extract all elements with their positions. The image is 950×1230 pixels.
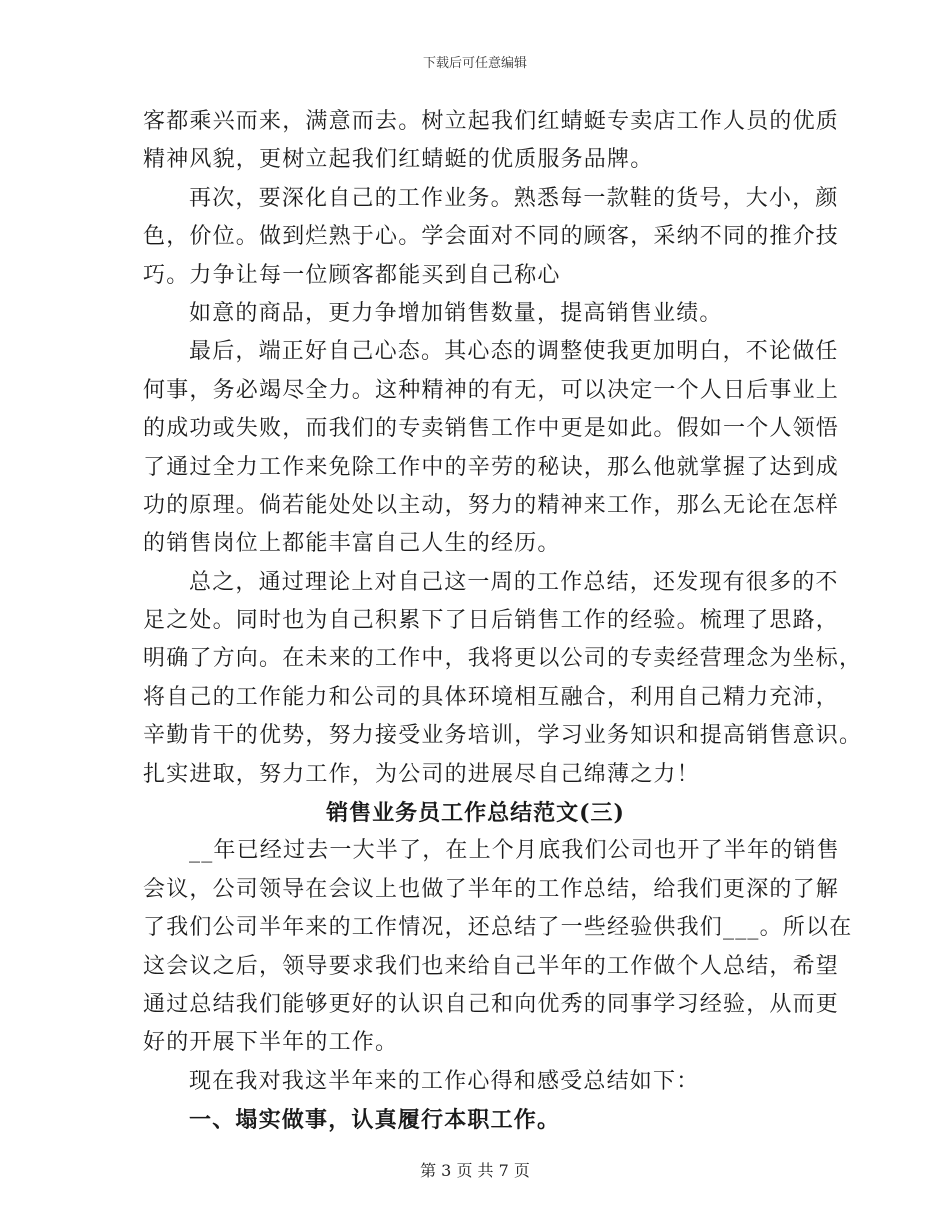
text-line: 最后，端正好自己心态。其心态的调整使我更加明白，不论做任 [189,339,839,365]
text-line: 现在我对我这半年来的工作心得和感受总结如下： [189,1068,700,1094]
document-body [143,103,863,1140]
text-line: 这会议之后，领导要求我们也来给自己半年的工作做个人总结，希望 [143,953,840,979]
text-line: 好的开展下半年的工作。 [143,1030,399,1056]
subheading-line: 一、塌实做事，认真履行本职工作。 [189,1107,561,1134]
text-line: 如意的商品，更力争增加销售数量，提高销售业绩。 [189,300,723,326]
text-line: 精神风貌，更树立起我们红蜻蜓的优质服务品牌。 [143,147,654,173]
text-line: 了我们公司半年来的工作情况，还总结了一些经验供我们___。所以在 [143,915,853,941]
text-line: 再次，要深化自己的工作业务。熟悉每一款鞋的货号，大小，颜 [189,185,839,211]
text-line: 扎实进取，努力工作，为公司的进展尽自己绵薄之力！ [143,761,700,787]
text-line: 的销售岗位上都能丰富自己人生的经历。 [143,531,561,557]
text-line: 会议，公司领导在会议上也做了半年的工作总结，给我们更深的了解 [143,876,840,902]
text-line: 巧。力争让每一位顾客都能买到自己称心 [143,262,561,288]
text-line: 总之，通过理论上对自己这一周的工作总结，还发现有很多的不 [189,569,839,595]
page-header: 下载后可任意编辑 [422,56,527,71]
text-line: 的成功或失败，而我们的专卖销售工作中更是如此。假如一个人领悟 [143,416,840,442]
text-line: 何事，务必竭尽全力。这种精神的有无，可以决定一个人日后事业上 [143,377,840,403]
text-line: __年已经过去一大半了，在上个月底我们公司也开了半年的销售 [189,838,840,864]
text-line: 明确了方向。在未来的工作中，我将更以公司的专卖经营理念为坐标， [143,646,863,672]
page-footer: 第 3 页 共 7 页 [420,1161,530,1180]
text-line: 足之处。同时也为自己积累下了日后销售工作的经验。梳理了思路， [143,608,840,634]
text-line: 客都乘兴而来，满意而去。树立起我们红蜻蜓专卖店工作人员的优质 [143,109,840,134]
text-line: 将自己的工作能力和公司的具体环境相互融合，利用自己精力充沛， [143,684,840,710]
text-line: 辛勤肯干的优势，努力接受业务培训，学习业务知识和提高销售意识。 [143,723,863,749]
text-line: 通过总结我们能够更好的认识自己和向优秀的同事学习经验，从而更 [143,991,840,1017]
text-line: 色，价位。做到烂熟于心。学会面对不同的顾客，采纳不同的推介技 [143,224,840,250]
text-line: 了通过全力工作来免除工作中的辛劳的秘诀，那么他就掌握了达到成 [143,454,840,480]
text-line: 功的原理。倘若能处处以主动，努力的精神来工作，那么无论在怎样 [143,492,840,518]
section-heading: 销售业务员工作总结范文(三) [326,800,625,827]
